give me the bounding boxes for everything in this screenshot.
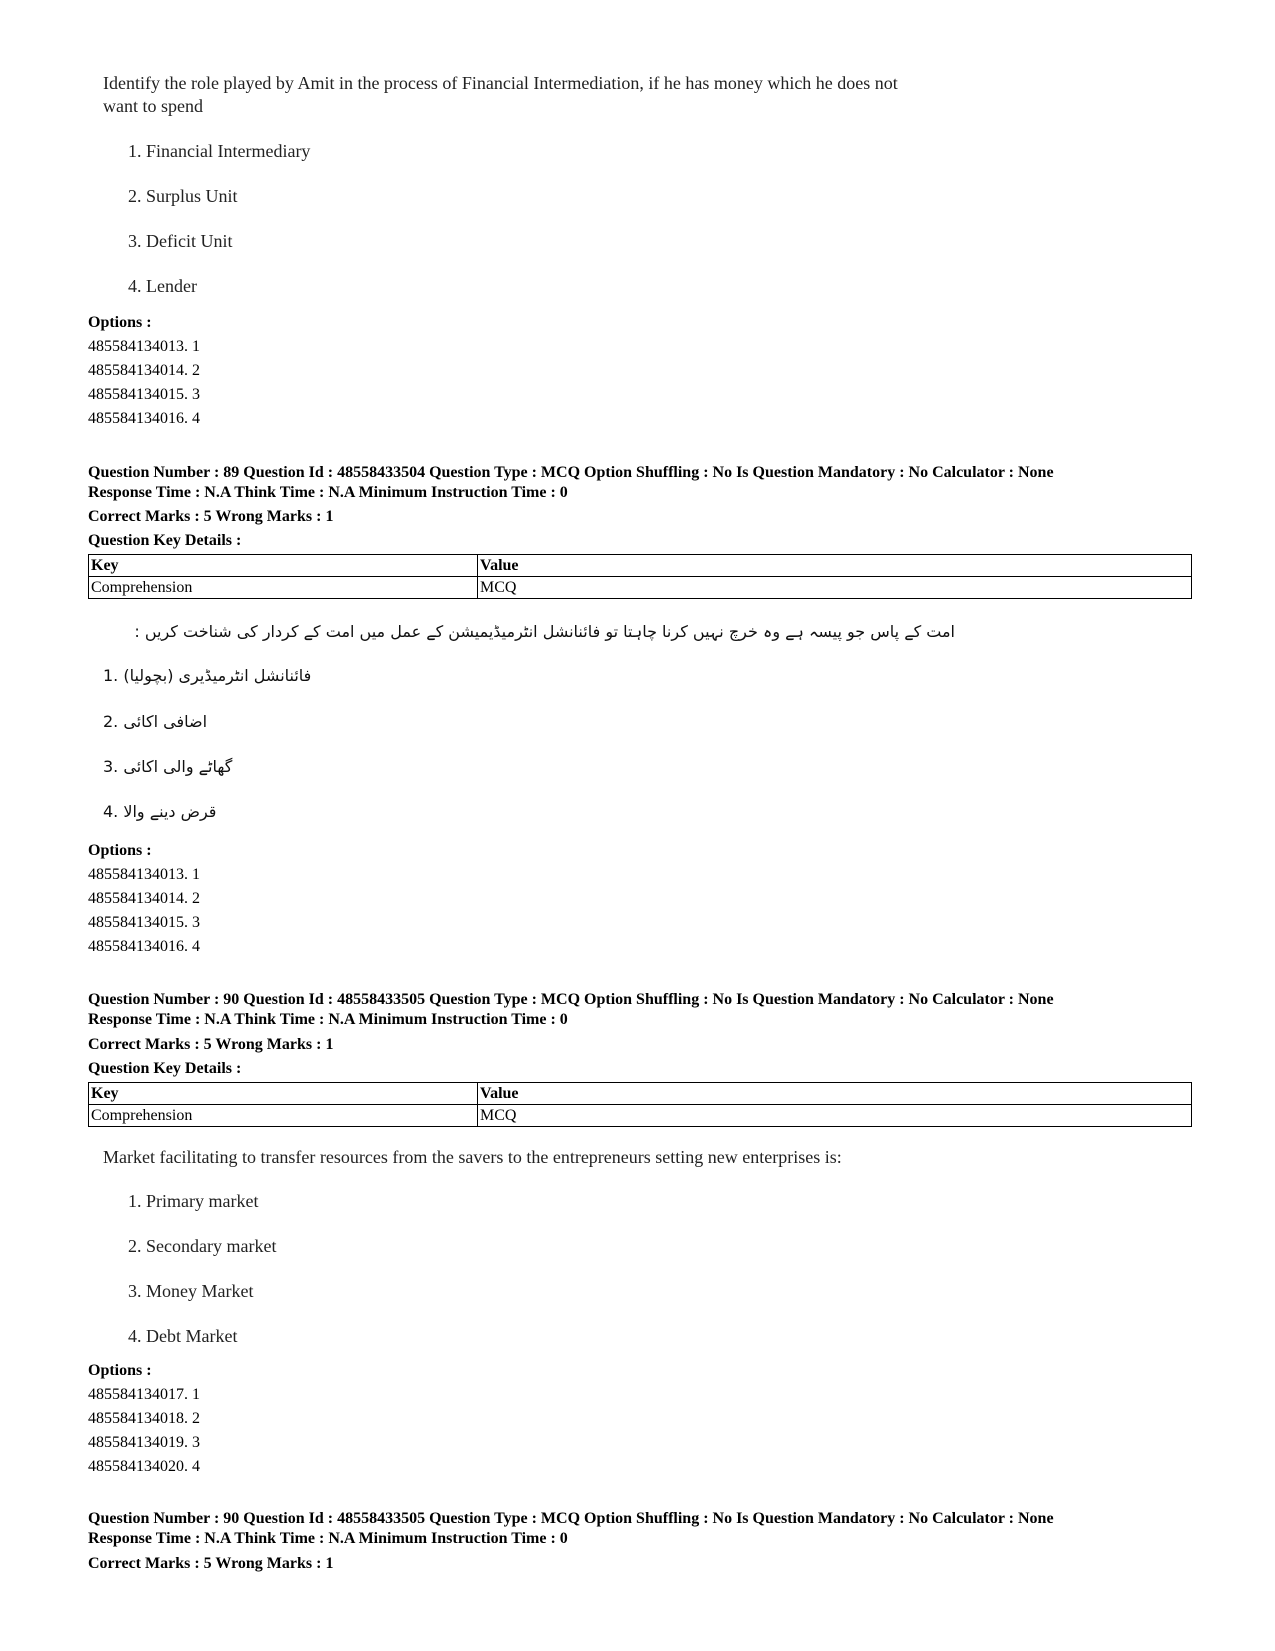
table-header-value: Value	[478, 555, 1192, 577]
table-header-value: Value	[478, 1083, 1192, 1105]
choice-2: 2. Surplus Unit	[128, 186, 238, 206]
marks-line: Correct Marks : 5 Wrong Marks : 1	[88, 1555, 334, 1572]
choice-1: 1. Primary market	[128, 1191, 259, 1211]
table-header-key: Key	[89, 555, 478, 577]
question-text: Identify the role played by Amit in the process of Financial Intermediation, if he has money which he does not want to spend	[103, 73, 898, 116]
question-meta: Question Number : 89 Question Id : 48558433504 Question Type : MCQ Option Shuffling : No Is Question Mandatory : No Calculator : None Response Time : N.A Think Time : N.A Minimum Instruction Time : 0	[88, 464, 1054, 501]
option-id: 485584134019. 3	[88, 1434, 200, 1451]
option-id: 485584134013. 1	[88, 338, 200, 355]
question-meta: Question Number : 90 Question Id : 48558433505 Question Type : MCQ Option Shuffling : No Is Question Mandatory : No Calculator : None Response Time : N.A Think Time : N.A Minimum Instruction Time : 0	[88, 1510, 1054, 1547]
choice-3: 3. Deficit Unit	[128, 231, 233, 251]
key-details-table	[88, 554, 1192, 599]
table-header-row	[89, 555, 1192, 577]
choice-2: 2. Secondary market	[128, 1236, 277, 1256]
choice-4: 4. Debt Market	[128, 1326, 238, 1346]
question-text: Market facilitating to transfer resources from the savers to the entrepreneurs setting new enterprises is:	[103, 1147, 842, 1167]
key-details-label: Question Key Details :	[88, 532, 242, 549]
option-id: 485584134014. 2	[88, 362, 200, 379]
urdu-choice-4: 4. قرض دینے والا	[103, 802, 217, 821]
table-header-row	[89, 1083, 1192, 1105]
option-id: 485584134016. 4	[88, 410, 200, 427]
options-label: Options :	[88, 314, 152, 331]
question-meta: Question Number : 90 Question Id : 48558433505 Question Type : MCQ Option Shuffling : No Is Question Mandatory : No Calculator : None Response Time : N.A Think Time : N.A Minimum Instruction Time : 0	[88, 991, 1054, 1028]
urdu-choice-1: 1. فائنانشل انٹرمیڈیری (بچولیا)	[103, 666, 312, 685]
options-label: Options :	[88, 1362, 152, 1379]
choice-4: 4. Lender	[128, 276, 197, 296]
option-id: 485584134014. 2	[88, 890, 200, 907]
table-cell-value: MCQ	[478, 577, 1192, 599]
key-details-label: Question Key Details :	[88, 1060, 242, 1077]
choice-1: 1. Financial Intermediary	[128, 141, 311, 161]
urdu-choice-2: 2. اضافی اکائی	[103, 712, 208, 731]
option-id: 485584134015. 3	[88, 914, 200, 931]
key-details-table	[88, 1082, 1192, 1127]
table-cell-value: MCQ	[478, 1105, 1192, 1127]
option-id: 485584134016. 4	[88, 938, 200, 955]
option-id: 485584134018. 2	[88, 1410, 200, 1427]
table-cell-key: Comprehension	[89, 577, 478, 599]
marks-line: Correct Marks : 5 Wrong Marks : 1	[88, 1036, 334, 1053]
option-id: 485584134015. 3	[88, 386, 200, 403]
option-id: 485584134017. 1	[88, 1386, 200, 1403]
table-row	[89, 1105, 1192, 1127]
table-header-key: Key	[89, 1083, 478, 1105]
table-cell-key: Comprehension	[89, 1105, 478, 1127]
choice-3: 3. Money Market	[128, 1281, 254, 1301]
urdu-choice-3: 3. گھاٹے والی اکائی	[103, 757, 233, 776]
options-label: Options :	[88, 842, 152, 859]
table-row	[89, 577, 1192, 599]
urdu-question-text: امت کے پاس جو پیسہ ہے وہ خرچ نہیں کرنا چاہتا تو فائنانشل انٹرمیڈیمیشن کے عمل میں امت کے کردار کی شناخت کریں :	[134, 622, 955, 641]
option-id: 485584134020. 4	[88, 1458, 200, 1475]
option-id: 485584134013. 1	[88, 866, 200, 883]
marks-line: Correct Marks : 5 Wrong Marks : 1	[88, 508, 334, 525]
